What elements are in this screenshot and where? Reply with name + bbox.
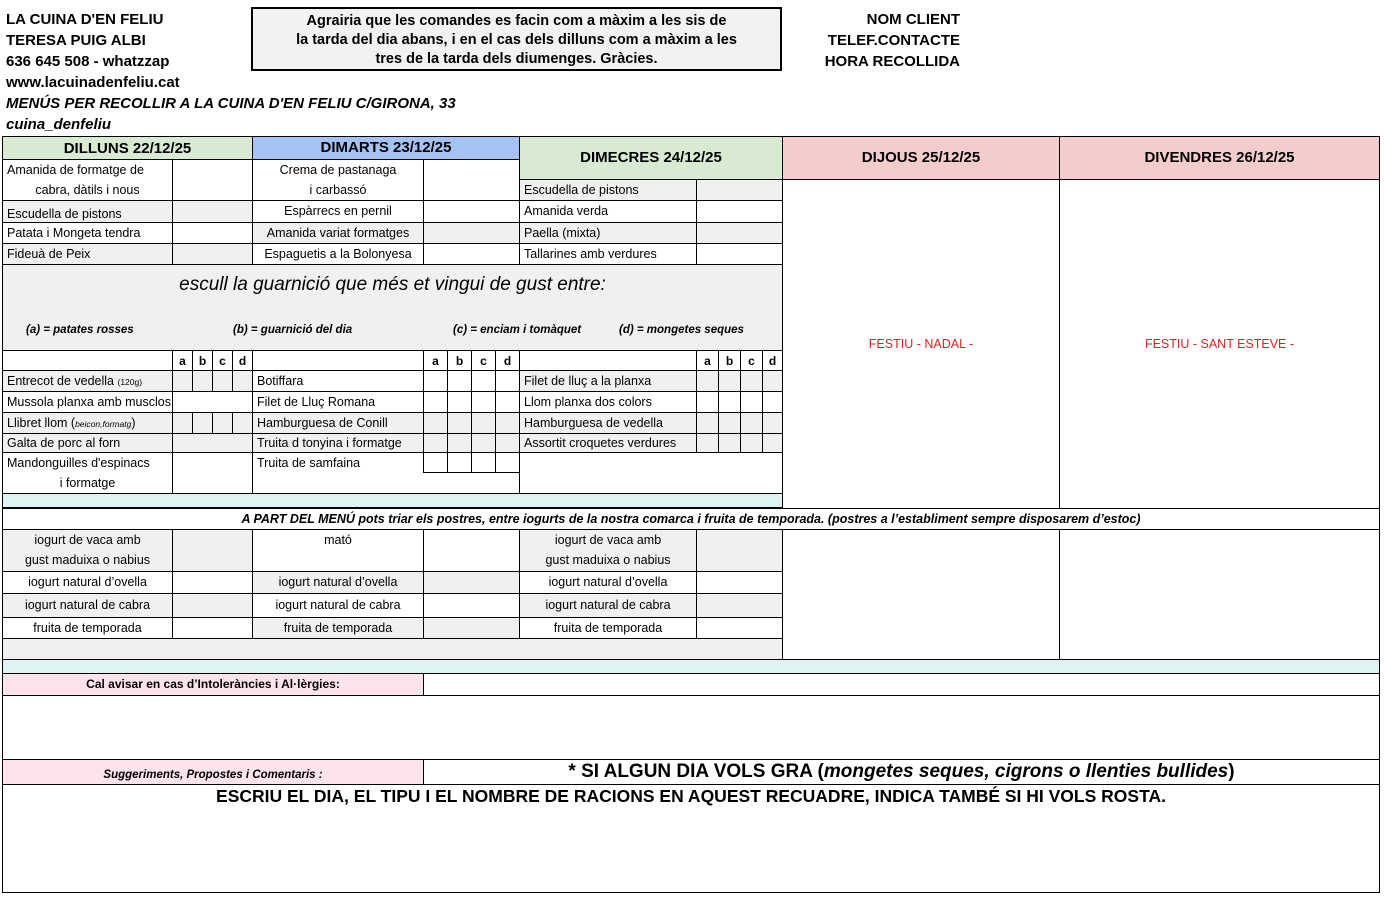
grain-note-types: mongetes seques, cigrons o llenties bullides: [823, 761, 1229, 782]
dish-name-end: ): [131, 416, 136, 430]
pickup-time-label: HORA RECOLLIDA: [824, 53, 960, 70]
quantity-field[interactable]: [423, 159, 520, 201]
garnish-a-checkbox[interactable]: [423, 412, 448, 434]
quantity-field[interactable]: [423, 617, 520, 639]
garnish-b-checkbox[interactable]: [447, 452, 472, 473]
quantity-field[interactable]: [172, 243, 253, 265]
garnish-letter: b: [192, 350, 213, 371]
garnish-letter: c: [740, 350, 763, 371]
dessert-item: iogurt natural d’ovella: [2, 571, 173, 594]
quantity-field[interactable]: [696, 222, 783, 244]
dessert-item: fruita de temporada: [519, 617, 697, 639]
garnish-a-checkbox[interactable]: [696, 391, 719, 413]
garnish-c-checkbox[interactable]: [471, 370, 496, 392]
business-name: LA CUINA D'EN FELIU: [6, 11, 164, 28]
garnish-c-checkbox[interactable]: [740, 412, 763, 434]
client-phone-label: TELEF.CONTACTE: [827, 32, 960, 49]
quantity-field[interactable]: [423, 571, 520, 594]
holiday-dessert-thursday: [782, 529, 1060, 660]
day-header-friday: DIVENDRES 26/12/25: [1059, 136, 1380, 180]
first-course-item: Amanida variat formatges: [252, 222, 424, 244]
garnish-a-checkbox[interactable]: [423, 370, 448, 392]
separator-row: [2, 493, 783, 508]
comments-box[interactable]: [2, 784, 1380, 893]
spacer-cell: [2, 350, 173, 371]
garnish-d-checkbox[interactable]: [762, 391, 783, 413]
dessert-item: iogurt natural d’ovella: [519, 571, 697, 594]
comments-instruction: ESCRIU EL DIA, EL TIPU I EL NOMBRE DE RACIONS EN AQUEST RECUADRE, INDICA TAMBÉ SI HI VOLS ROSTA.: [216, 786, 1166, 806]
garnish-option-d: (d) = mongetes seques: [619, 324, 744, 336]
garnish-c-checkbox[interactable]: [471, 452, 496, 473]
holiday-thursday: FESTIU - NADAL -: [782, 179, 1060, 509]
client-name-label: NOM CLIENT: [866, 11, 960, 28]
dish-name: Entrecot de vedella: [7, 374, 115, 388]
garnish-d-checkbox[interactable]: [495, 370, 520, 392]
dessert-item: fruita de temporada: [2, 617, 173, 639]
day-header-thursday: DIJOUS 25/12/25: [782, 136, 1060, 180]
garnish-option-b: (b) = guarnició del dia: [233, 324, 353, 336]
quantity-field[interactable]: [696, 243, 783, 265]
quantity-field[interactable]: [172, 391, 253, 413]
allergies-input[interactable]: [423, 673, 1380, 696]
first-course-item: [252, 159, 424, 201]
garnish-a-checkbox[interactable]: [172, 412, 193, 434]
quantity-field[interactable]: [696, 617, 783, 639]
holiday-dessert-friday: [1059, 529, 1380, 660]
garnish-b-checkbox[interactable]: [192, 370, 213, 392]
holiday-friday: FESTIU - SANT ESTEVE -: [1059, 179, 1380, 509]
quantity-field[interactable]: [172, 222, 253, 244]
first-course-item: Paella (mixta): [519, 222, 697, 244]
garnish-letter: b: [718, 350, 741, 371]
day-header-tuesday: DIMARTS 23/12/25: [252, 136, 520, 160]
first-course-item: Patata i Mongeta tendra: [2, 222, 173, 244]
garnish-d-checkbox[interactable]: [232, 370, 253, 392]
garnish-letter: d: [232, 350, 253, 371]
garnish-a-checkbox[interactable]: [172, 370, 193, 392]
second-course-item: [2, 452, 173, 494]
garnish-c-checkbox[interactable]: [471, 412, 496, 434]
second-course-item: Llom planxa dos colors: [519, 391, 697, 413]
second-course-item: Mussola planxa amb musclos: [2, 391, 173, 413]
first-course-item: [2, 159, 173, 201]
quantity-field[interactable]: [423, 529, 520, 572]
grain-note: [423, 759, 1380, 785]
quantity-field[interactable]: [696, 200, 783, 223]
garnish-letter: a: [172, 350, 193, 371]
garnish-b-checkbox[interactable]: [447, 391, 472, 413]
garnish-d-checkbox[interactable]: [495, 391, 520, 413]
garnish-d-checkbox[interactable]: [495, 412, 520, 434]
garnish-a-checkbox[interactable]: [423, 433, 448, 453]
quantity-field[interactable]: [423, 200, 520, 223]
spacer-cell: [519, 350, 697, 371]
quantity-field[interactable]: [423, 593, 520, 618]
garnish-a-checkbox[interactable]: [696, 433, 719, 453]
dish-weight: (120g): [117, 377, 143, 387]
garnish-d-checkbox[interactable]: [762, 370, 783, 392]
quantity-field[interactable]: [696, 571, 783, 594]
dish-line: cabra, dàtils i nous: [35, 183, 140, 197]
phone-number: 636 645 508 - whatzzap: [6, 53, 170, 70]
second-course-item: Assortit croquetes verdures: [519, 433, 697, 453]
garnish-b-checkbox[interactable]: [447, 433, 472, 453]
garnish-b-checkbox[interactable]: [718, 391, 741, 413]
garnish-option-a: (a) = patates rosses: [26, 324, 134, 336]
second-course-item: Truita de samfaina: [252, 452, 520, 494]
garnish-c-checkbox[interactable]: [212, 412, 233, 434]
spacer-cell: [252, 350, 424, 371]
first-course-item: Escudella de pistons: [2, 200, 173, 223]
dish-line: iogurt de vaca amb: [554, 533, 662, 547]
quantity-field[interactable]: [172, 571, 253, 594]
first-course-item: Espàrrecs en pernil: [252, 200, 424, 223]
second-course-item: [2, 370, 173, 392]
notice-line: tres de la tarda dels diumenges. Gràcies.: [375, 51, 658, 67]
garnish-title: escull la guarnició que més et vingui de gust entre:: [179, 274, 606, 295]
dish-detail: beicon,formatg: [75, 419, 132, 429]
garnish-d-checkbox[interactable]: [495, 433, 520, 453]
quantity-field[interactable]: [696, 593, 783, 618]
quantity-field[interactable]: [696, 179, 783, 201]
menus-location: MENÚS PER RECOLLIR A LA CUINA D'EN FELIU C/GIRONA, 33: [6, 95, 456, 112]
instagram-handle: cuina_denfeliu: [6, 116, 112, 133]
dish-line: iogurt de vaca amb: [34, 533, 141, 547]
quantity-field[interactable]: [172, 159, 253, 201]
second-course-item: Hamburguesa de vedella: [519, 412, 697, 434]
garnish-d-checkbox[interactable]: [762, 433, 783, 453]
garnish-a-checkbox[interactable]: [696, 412, 719, 434]
empty-row: [2, 638, 783, 660]
day-header-monday: DILLUNS 22/12/25: [2, 136, 253, 160]
grain-note-end: ): [1228, 761, 1235, 782]
dish-name: Llibret llom (: [7, 416, 76, 430]
second-course-item: Filet de lluç a la planxa: [519, 370, 697, 392]
quantity-field[interactable]: [423, 222, 520, 244]
garnish-a-checkbox[interactable]: [696, 370, 719, 392]
garnish-c-checkbox[interactable]: [740, 370, 763, 392]
garnish-b-checkbox[interactable]: [447, 370, 472, 392]
day-header-wednesday: DIMECRES 24/12/25: [519, 136, 783, 180]
first-course-item: Tallarines amb verdures: [519, 243, 697, 265]
dessert-item: iogurt natural de cabra: [2, 593, 173, 618]
grain-note-start: * SI ALGUN DIA VOLS GRA (: [568, 761, 824, 782]
dessert-item: [519, 529, 697, 572]
suggestions-label: Suggeriments, Propostes i Comentaris :: [2, 759, 424, 785]
garnish-d-checkbox[interactable]: [495, 452, 520, 473]
garnish-c-checkbox[interactable]: [212, 370, 233, 392]
quantity-field[interactable]: [172, 452, 253, 494]
dish-line: gust maduixa o nabius: [24, 553, 151, 567]
first-course-item: Escudella de pistons: [519, 179, 697, 201]
garnish-c-checkbox[interactable]: [740, 391, 763, 413]
garnish-b-checkbox[interactable]: [192, 412, 213, 434]
quantity-field[interactable]: [172, 433, 253, 453]
first-course-item: Amanida verda: [519, 200, 697, 223]
second-course-item: Hamburguesa de Conill: [252, 412, 424, 434]
quantity-field[interactable]: [423, 243, 520, 265]
second-course-item: [2, 412, 173, 434]
second-course-item: Botiffara: [252, 370, 424, 392]
notice-line: la tarda del dia abans, i en el cas dels dilluns com a màxim a les: [296, 32, 737, 48]
garnish-b-checkbox[interactable]: [447, 412, 472, 434]
garnish-letter: c: [471, 350, 496, 371]
garnish-a-checkbox[interactable]: [423, 391, 448, 413]
garnish-option-c: (c) = enciam i tomàquet: [453, 324, 582, 336]
quantity-field[interactable]: [172, 617, 253, 639]
first-course-item: Espaguetis a la Bolonyesa: [252, 243, 424, 265]
garnish-letter: b: [447, 350, 472, 371]
quantity-field[interactable]: [696, 529, 783, 572]
dish-line: i formatge: [59, 476, 116, 490]
notice-line: Agrairia que les comandes es facin com a màxim a les sis de: [306, 13, 727, 29]
dessert-item: mató: [252, 529, 424, 572]
dish-line: Mandonguilles d'espinacs: [7, 456, 150, 470]
dessert-item: fruita de temporada: [252, 617, 424, 639]
dish-line: i carbassó: [309, 183, 367, 197]
garnish-letter: a: [696, 350, 719, 371]
garnish-d-checkbox[interactable]: [762, 412, 783, 434]
allergies-label: Cal avisar en cas d’Intoleràncies i Al·lèrgies:: [2, 673, 424, 696]
garnish-c-checkbox[interactable]: [740, 433, 763, 453]
second-course-item: Truita d tonyina i formatge: [252, 433, 424, 453]
quantity-field[interactable]: [172, 593, 253, 618]
garnish-b-checkbox[interactable]: [718, 370, 741, 392]
first-course-item: Fideuà de Peix: [2, 243, 173, 265]
garnish-c-checkbox[interactable]: [471, 391, 496, 413]
garnish-b-checkbox[interactable]: [718, 412, 741, 434]
garnish-c-checkbox[interactable]: [471, 433, 496, 453]
dessert-item: [2, 529, 173, 572]
garnish-b-checkbox[interactable]: [718, 433, 741, 453]
garnish-d-checkbox[interactable]: [232, 412, 253, 434]
quantity-field[interactable]: [172, 529, 253, 572]
garnish-block: [2, 264, 783, 351]
dessert-item: iogurt natural de cabra: [519, 593, 697, 618]
dessert-banner: A PART DEL MENÚ pots triar els postres, entre iogurts de la nostra comarca i fruita de temporada. (postres a l’establiment sempre disposarem d’estoc): [2, 508, 1380, 530]
separator-row: [2, 659, 1380, 674]
garnish-letter: d: [495, 350, 520, 371]
garnish-letter: d: [762, 350, 783, 371]
order-notice: [251, 7, 782, 71]
owner-name: TERESA PUIG ALBI: [6, 32, 146, 49]
dish-line: gust maduixa o nabius: [545, 553, 671, 567]
allergies-text-area[interactable]: [2, 695, 1380, 760]
dessert-item: iogurt natural de cabra: [252, 593, 424, 618]
quantity-field[interactable]: [172, 200, 253, 223]
garnish-letter: a: [423, 350, 448, 371]
dish-line: Crema de pastanaga: [279, 163, 397, 177]
second-course-item: Filet de Lluç Romana: [252, 391, 424, 413]
dish-line: Amanida de formatge de: [7, 163, 144, 177]
dessert-item: iogurt natural d’ovella: [252, 571, 424, 594]
second-course-item: Galta de porc al forn: [2, 433, 173, 453]
empty-cell: [519, 452, 783, 494]
website: www.lacuinadenfeliu.cat: [6, 74, 180, 91]
garnish-letter: c: [212, 350, 233, 371]
garnish-a-checkbox[interactable]: [423, 452, 448, 473]
